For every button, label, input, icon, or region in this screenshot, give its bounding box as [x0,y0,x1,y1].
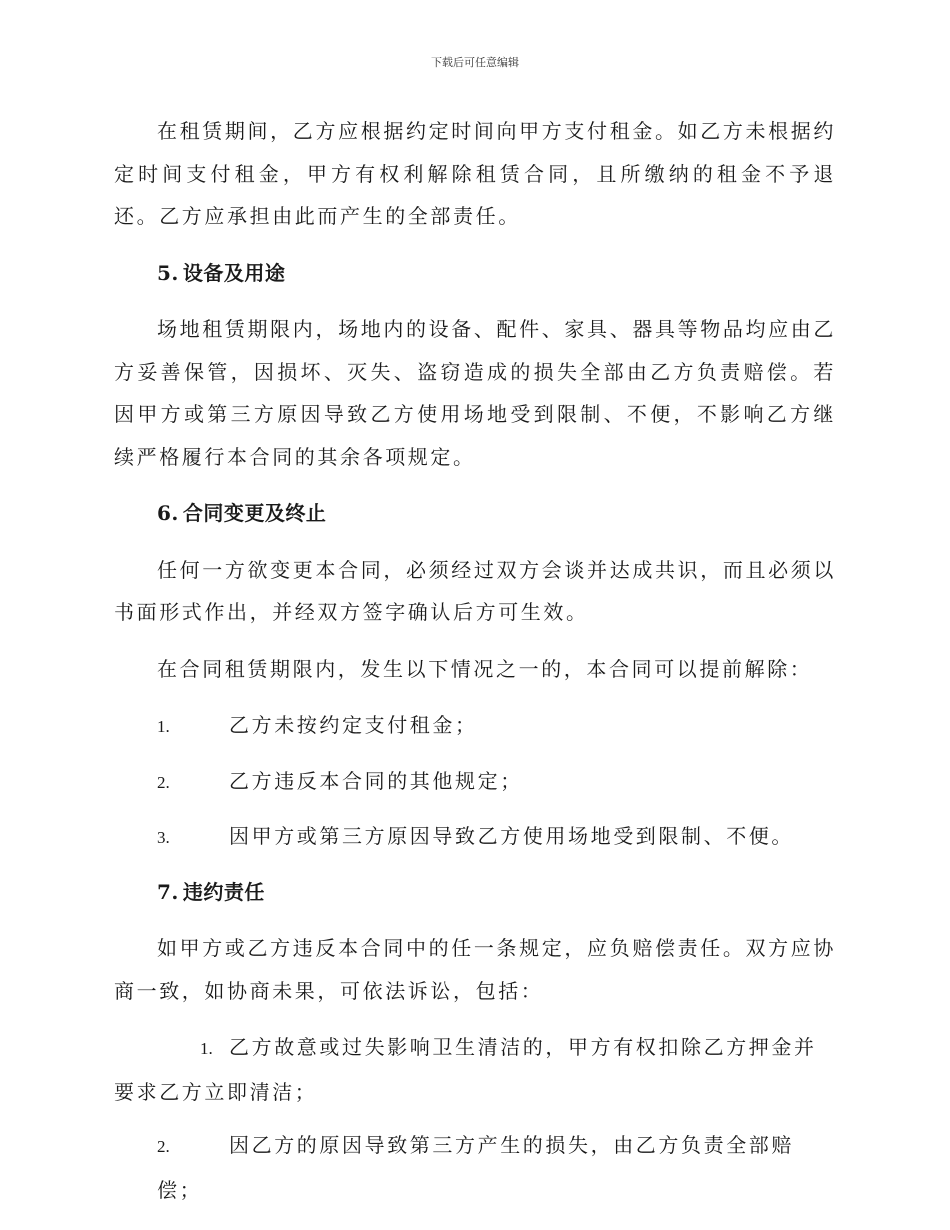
list-text: 乙方故意或过失影响卫生清洁的，甲方有权扣除乙方押金并要求乙方立即清洁； [114,1035,817,1104]
list-number: 2. [157,772,170,792]
section-title: 设备及用途 [182,260,286,285]
list-text: 乙方违反本合同的其他规定； [229,768,523,793]
paragraph-contract-change: 任何一方欲变更本合同，必须经过双方会谈并达成共识，而且必须以书面形式作出，并经双方签字确认后方可生效。 [114,557,836,624]
list-item [114,760,836,805]
list-text: 乙方未按约定支付租金； [229,713,478,737]
section-heading-5 [157,252,836,295]
section-heading-6 [157,492,836,535]
section-number: 5. [157,260,179,285]
paragraph-rent-payment: 在租赁期间，乙方应根据约定时间向甲方支付租金。如乙方未根据约定时间支付租金，甲方有权利解除租赁合同，且所缴纳的租金不予退还。乙方应承担由此而产生的全部责任。 [114,119,836,228]
paragraph-equipment: 场地租赁期限内，场地内的设备、配件、家具、器具等物品均应由乙方妥善保管，因损坏、灭失、盗窃造成的损失全部由乙方负责赔偿。若因甲方或第三方原因导致乙方使用场地受到限制、不便，不影响乙方继续严格履行本合同的其余各项规定。 [114,317,836,469]
list-item [114,815,836,860]
list-number: 1. [157,717,170,736]
section-heading-7 [157,871,836,914]
paragraph-termination-intro: 在合同租赁期限内，发生以下情况之一的，本合同可以提前解除： [157,656,813,681]
list-text: 因甲方或第三方原因导致乙方使用场地受到限制、不便。 [229,824,794,848]
list-number: 2. [157,1137,170,1156]
section-number: 6. [157,501,179,525]
list-text: 因乙方的原因导致第三方产生的损失，由乙方负责全部赔偿； [157,1133,794,1202]
section-title: 合同变更及终止 [182,501,327,525]
section-title: 违约责任 [182,879,265,904]
list-number: 1. [200,1039,213,1058]
list-number: 3. [157,828,170,847]
paragraph-liability: 如甲方或乙方违反本合同中的任一条规定，应负赔偿责任。双方应协商一致，如协商未果，可依法诉讼，包括： [114,936,836,1003]
list-item [114,704,836,749]
section-number: 7. [157,879,179,904]
list-item [114,1026,836,1113]
document-body [114,110,836,1222]
page-header: 下载后可任意编辑 [431,56,519,69]
list-item [114,1124,836,1211]
